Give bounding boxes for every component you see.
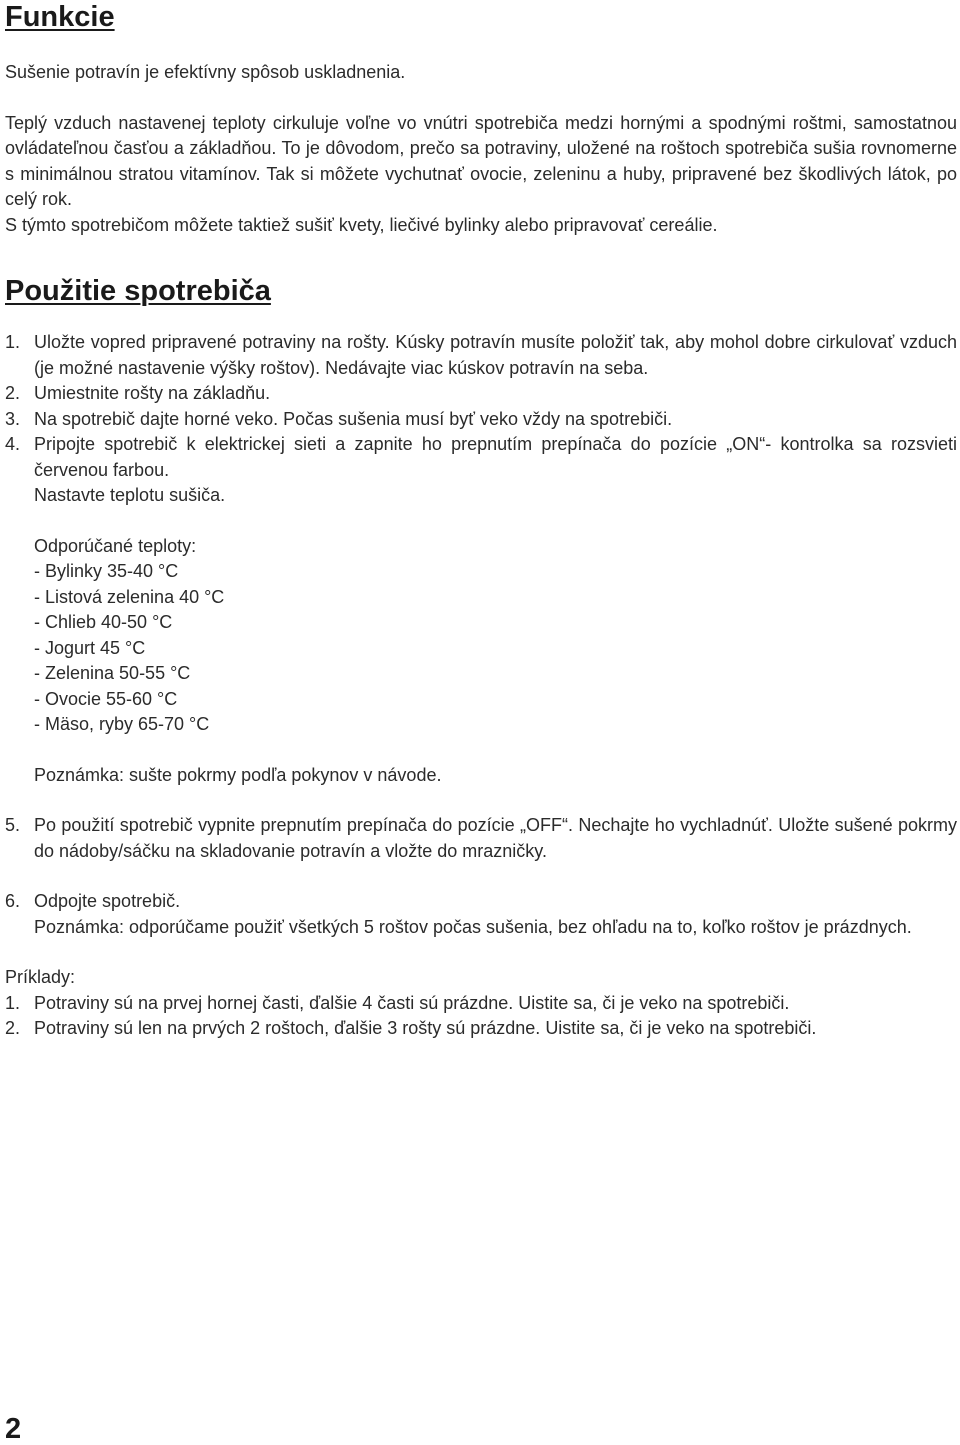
step-number: 2. <box>5 383 21 403</box>
intro-paragraph: Sušenie potravín je efektívny spôsob uskladnenia. <box>5 62 406 82</box>
step-number: 5. <box>5 815 21 835</box>
example-text: Potraviny sú len na prvých 2 roštoch, ďalšie 3 rošty sú prázdne. Uistite sa, či je veko na spotrebiči. <box>34 1018 817 1038</box>
section-title-functions: Funkcie <box>5 1 115 33</box>
list-item-step-4 <box>5 432 957 483</box>
list-item: - Listová zelenina 40 °C <box>34 586 225 607</box>
examples-heading: Príklady: <box>5 967 76 987</box>
list-item-step-2 <box>5 381 957 407</box>
step-text: Na spotrebič dajte horné veko. Počas sušenia musí byť veko vždy na spotrebiči. <box>34 408 673 429</box>
list-item-step-6 <box>5 889 957 915</box>
step-number: 1. <box>5 332 21 352</box>
description-paragraph: Teplý vzduch nastavenej teploty cirkuluje voľne vo vnútri spotrebiča medzi hornými a spodnými roštmi, samostatnou ovládateľnou časťou a základňou. To je dôvodom, prečo sa potraviny, uložené na roštoch spotrebiča sušia rovnomerne s minimálnou stratou vitamínov. Tak si môžete vychutnať ovocie, zeleninu a huby, pripravené bez škodlivých látok, po celý rok. <box>5 112 957 209</box>
page-number: 2 <box>5 1413 22 1445</box>
example-number: 1. <box>5 992 21 1013</box>
step-number: 4. <box>5 434 21 454</box>
list-item-example-2 <box>5 1016 957 1042</box>
example-number: 2. <box>5 1018 21 1038</box>
step-text: Uložte vopred pripravené potraviny na rošty. Kúsky potravín musíte položiť tak, aby mohol dobre cirkulovať vzduch (je možné nastavenie výšky roštov). Nedávajte viac kúskov potravín na seba. <box>34 332 957 378</box>
list-item-step-5 <box>5 813 957 864</box>
step-text: Pripojte spotrebič k elektrickej sieti a zapnite ho prepnutím prepínača do pozície „ON“- kontrolka sa rozsvieti červenou farbou. <box>34 434 957 480</box>
step-text: Po použití spotrebič vypnite prepnutím prepínača do pozície „OFF“. Nechajte ho vychladnúť. Uložte sušené pokrmy do nádoby/sáčku na skladovanie potravín a vložte do mrazničky. <box>34 815 957 861</box>
examples-list <box>5 991 957 1042</box>
list-item: - Jogurt 45 °C <box>34 637 146 658</box>
list-item: - Mäso, ryby 65-70 °C <box>34 714 210 734</box>
list-item-step-3 <box>5 407 957 433</box>
list-item: - Ovocie 55-60 °C <box>34 688 178 709</box>
list-item: - Chlieb 40-50 °C <box>34 612 173 632</box>
step-text: Umiestnite rošty na základňu. <box>34 383 271 403</box>
description-extra: S týmto spotrebičom môžete taktiež sušiť kvety, liečivé bylinky alebo pripravovať cereálie. <box>5 214 718 235</box>
recommended-temperatures-heading: Odporúčané teploty: <box>34 535 197 556</box>
list-item-example-1 <box>5 991 957 1017</box>
list-item-step-1 <box>5 330 957 381</box>
note-paragraph: Poznámka: sušte pokrmy podľa pokynov v návode. <box>34 764 442 785</box>
example-text: Potraviny sú na prvej hornej časti, ďalšie 4 časti sú prázdne. Uistite sa, či je veko na spotrebiči. <box>34 992 790 1013</box>
list-item: - Zelenina 50-55 °C <box>34 663 191 683</box>
document-page <box>5 0 957 1042</box>
note-paragraph-rosts: Poznámka: odporúčame použiť všetkých 5 roštov počas sušenia, bez ohľadu na to, koľko roštov je prázdnych. <box>34 916 912 937</box>
section-title-usage: Použitie spotrebiča <box>5 275 271 307</box>
set-temperature-text: Nastavte teplotu sušiča. <box>34 485 226 505</box>
steps-list <box>5 330 957 509</box>
list-item: - Bylinky 35-40 °C <box>34 561 179 581</box>
temperature-list <box>5 559 957 738</box>
step-number: 3. <box>5 408 21 429</box>
step-number: 6. <box>5 891 21 911</box>
step-text: Odpojte spotrebič. <box>34 891 181 911</box>
